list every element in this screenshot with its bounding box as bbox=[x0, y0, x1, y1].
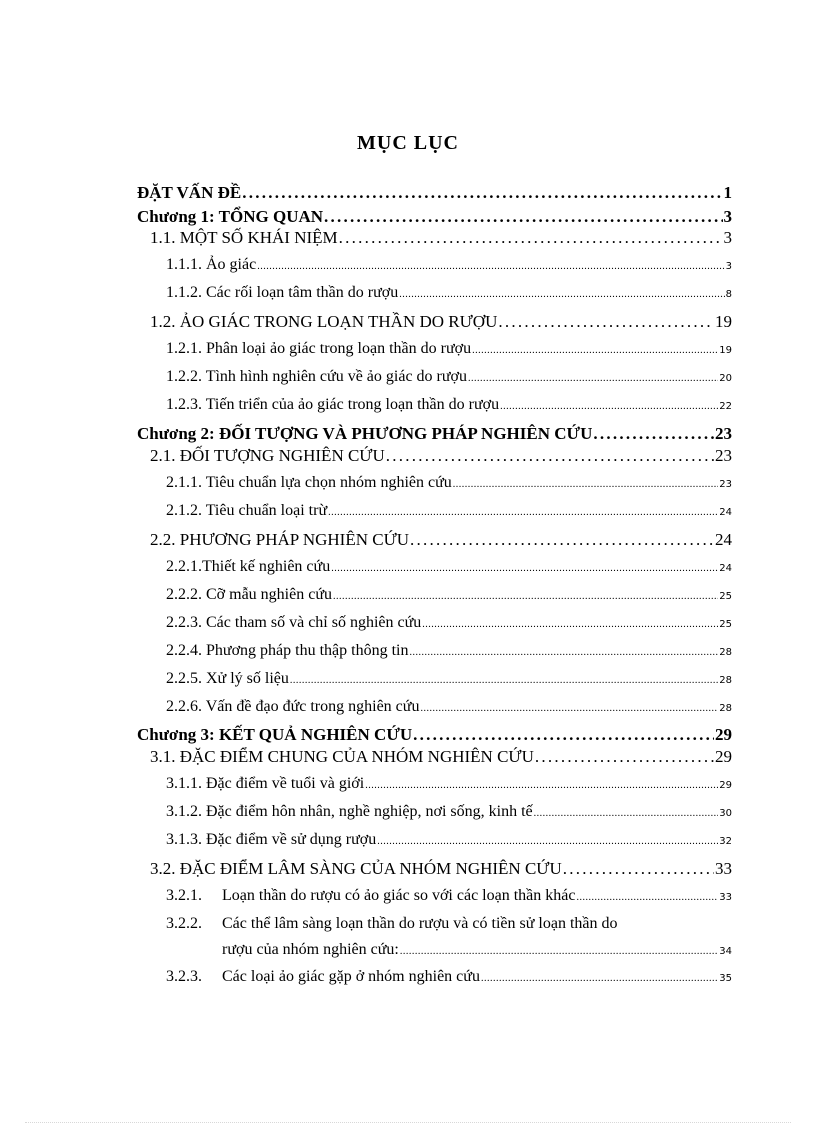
toc-entry[interactable] bbox=[166, 502, 732, 520]
toc-page: 28 bbox=[719, 647, 732, 658]
toc-label: Chương 2: ĐỐI TƯỢNG VÀ PHƯƠNG PHÁP NGHIÊN CỨU bbox=[137, 424, 593, 443]
toc-label: 3.1.2. Đặc điểm hôn nhân, nghề nghiệp, nơi sống, kinh tế bbox=[166, 803, 533, 820]
toc-entry[interactable] bbox=[150, 446, 732, 466]
toc-label: 1.1.2. Các rối loạn tâm thần do rượu bbox=[166, 284, 399, 301]
toc-entry[interactable] bbox=[166, 887, 732, 905]
toc-leader bbox=[535, 747, 714, 767]
toc-label: 1.2.1. Phân loại ảo giác trong loạn thần do rượu bbox=[166, 340, 472, 357]
toc-page: 33 bbox=[715, 859, 732, 878]
toc-leader bbox=[593, 424, 714, 444]
toc-label: 1.2. ẢO GIÁC TRONG LOẠN THẦN DO RƯỢU bbox=[150, 312, 498, 331]
toc-label-line1: Các thể lâm sàng loạn thần do rượu và có tiền sử loạn thần do bbox=[222, 915, 618, 932]
toc-leader bbox=[242, 183, 722, 203]
toc-entry[interactable] bbox=[166, 586, 732, 604]
toc-page: 28 bbox=[719, 675, 732, 686]
toc-entry[interactable] bbox=[166, 803, 732, 821]
toc-entry[interactable] bbox=[137, 207, 732, 227]
toc-entry[interactable] bbox=[166, 698, 732, 716]
toc-label: Chương 1: TỔNG QUAN bbox=[137, 207, 324, 226]
toc-entry[interactable] bbox=[166, 558, 732, 576]
toc-leader bbox=[468, 368, 718, 386]
toc-entry[interactable] bbox=[150, 530, 732, 550]
toc-leader bbox=[472, 340, 718, 358]
toc-page: 25 bbox=[719, 619, 732, 630]
toc-label: 2.2.5. Xử lý số liệu bbox=[166, 670, 289, 687]
toc-leader bbox=[400, 941, 718, 959]
toc-label: 2.2.3. Các tham số và chỉ số nghiên cứu bbox=[166, 614, 422, 631]
toc-entry[interactable] bbox=[166, 831, 732, 849]
toc-leader bbox=[481, 968, 718, 986]
toc-leader bbox=[420, 698, 718, 716]
toc-leader bbox=[339, 228, 723, 248]
toc-label: 2.1.2. Tiêu chuẩn loại trừ bbox=[166, 502, 328, 519]
toc-leader bbox=[257, 256, 724, 274]
toc-page: 1 bbox=[723, 183, 732, 202]
toc-entry[interactable] bbox=[166, 284, 732, 302]
toc-leader bbox=[377, 831, 718, 849]
toc-page: 33 bbox=[719, 892, 732, 903]
toc-entry[interactable] bbox=[150, 228, 732, 248]
toc-page: 34 bbox=[719, 946, 732, 957]
toc-entry[interactable] bbox=[166, 368, 732, 386]
toc-entry[interactable] bbox=[137, 183, 732, 203]
toc-label: 2.2.2. Cỡ mẫu nghiên cứu bbox=[166, 586, 332, 603]
toc-leader bbox=[576, 887, 718, 905]
toc-leader bbox=[413, 725, 714, 745]
toc-page: 29 bbox=[715, 725, 732, 744]
toc-page: 29 bbox=[715, 747, 732, 766]
toc-page: 24 bbox=[719, 563, 732, 574]
toc-page: 32 bbox=[719, 836, 732, 847]
toc-label bbox=[166, 887, 575, 905]
toc-leader bbox=[331, 558, 718, 576]
toc-label: 1.2.3. Tiến triển của ảo giác trong loạn thần do rượu bbox=[166, 396, 500, 413]
toc-leader bbox=[365, 775, 718, 793]
toc-label: 1.1.1. Ảo giác bbox=[166, 256, 257, 273]
toc-page: 25 bbox=[719, 591, 732, 602]
toc-label: 3.1.3. Đặc điểm về sử dụng rượu bbox=[166, 831, 377, 848]
toc-page: 35 bbox=[719, 973, 732, 984]
toc-leader bbox=[563, 859, 714, 879]
toc-label-line2: rượu của nhóm nghiên cứu: bbox=[222, 941, 399, 958]
toc-entry[interactable] bbox=[166, 775, 732, 793]
toc-label: 2.2.1.Thiết kế nghiên cứu bbox=[166, 558, 331, 575]
toc-page: 20 bbox=[719, 373, 732, 384]
toc-leader bbox=[399, 284, 724, 302]
toc-leader bbox=[422, 614, 718, 632]
toc-entry[interactable] bbox=[166, 474, 732, 492]
toc-leader bbox=[500, 396, 718, 414]
toc-entry[interactable] bbox=[166, 642, 732, 660]
toc-page: 8 bbox=[725, 289, 732, 300]
toc-label bbox=[166, 968, 480, 986]
toc-entry[interactable] bbox=[137, 424, 732, 444]
toc-leader bbox=[290, 670, 718, 688]
toc-leader bbox=[324, 207, 722, 227]
toc-number: 3.2.2. bbox=[166, 915, 202, 932]
toc-page: 30 bbox=[719, 808, 732, 819]
toc-entry[interactable] bbox=[166, 256, 732, 274]
toc-page: 3 bbox=[725, 261, 732, 272]
toc-label: 1.1. MỘT SỐ KHÁI NIỆM bbox=[150, 228, 338, 247]
toc-label-line2-row bbox=[222, 941, 732, 959]
toc-leader bbox=[410, 530, 714, 550]
toc-label: ĐẶT VẤN ĐỀ bbox=[137, 183, 242, 202]
toc-label: 1.2.2. Tình hình nghiên cứu về ảo giác do rượu bbox=[166, 368, 468, 385]
page-title: MỤC LỤC bbox=[357, 132, 459, 154]
toc-leader bbox=[498, 312, 714, 332]
toc-label: 2.1.1. Tiêu chuẩn lựa chọn nhóm nghiên cứu bbox=[166, 474, 452, 491]
toc-number: 3.2.1. bbox=[166, 887, 202, 904]
toc-entry[interactable] bbox=[166, 340, 732, 358]
toc-text: Các loại ảo giác gặp ở nhóm nghiên cứu bbox=[222, 968, 480, 985]
toc-leader bbox=[333, 586, 718, 604]
toc-page: 3 bbox=[723, 207, 732, 226]
toc-page: 29 bbox=[719, 780, 732, 791]
toc-label: 2.2.6. Vấn đề đạo đức trong nghiên cứu bbox=[166, 698, 420, 715]
toc-leader bbox=[328, 502, 718, 520]
toc-label: Chương 3: KẾT QUẢ NGHIÊN CỨU bbox=[137, 725, 413, 744]
toc-page: 24 bbox=[719, 507, 732, 518]
toc-page: 24 bbox=[715, 530, 732, 549]
toc-entry[interactable] bbox=[137, 725, 732, 745]
toc-number: 3.2.3. bbox=[166, 968, 202, 985]
toc-leader bbox=[409, 642, 718, 660]
toc-entry[interactable] bbox=[166, 614, 732, 632]
toc-leader bbox=[453, 474, 719, 492]
toc-page: 3 bbox=[723, 228, 732, 247]
toc-entry[interactable] bbox=[166, 968, 732, 986]
toc-entry[interactable] bbox=[166, 396, 732, 414]
toc-text: Loạn thần do rượu có ảo giác so với các loạn thần khác bbox=[222, 887, 576, 904]
toc-leader bbox=[386, 446, 714, 466]
toc-entry[interactable] bbox=[166, 670, 732, 688]
toc-label: 2.1. ĐỐI TƯỢNG NGHIÊN CỨU bbox=[150, 446, 385, 465]
toc-page: 23 bbox=[715, 424, 732, 443]
toc-label: 3.1. ĐẶC ĐIỂM CHUNG CỦA NHÓM NGHIÊN CỨU bbox=[150, 747, 534, 766]
toc-label: 3.2. ĐẶC ĐIỂM LÂM SÀNG CỦA NHÓM NGHIÊN CỨU bbox=[150, 859, 562, 878]
toc-page: 19 bbox=[715, 312, 732, 331]
toc-page: 22 bbox=[719, 401, 732, 412]
toc-entry[interactable] bbox=[150, 312, 732, 332]
toc-label: 2.2. PHƯƠNG PHÁP NGHIÊN CỨU bbox=[150, 530, 410, 549]
toc-page: 19 bbox=[719, 345, 732, 356]
toc-label: 3.1.1. Đặc điểm về tuổi và giới bbox=[166, 775, 365, 792]
toc-label: 2.2.4. Phương pháp thu thập thông tin bbox=[166, 642, 409, 659]
toc-entry[interactable] bbox=[150, 747, 732, 767]
toc-leader bbox=[534, 803, 719, 821]
toc-page: 23 bbox=[715, 446, 732, 465]
toc-page: 28 bbox=[719, 703, 732, 714]
toc-page: 23 bbox=[719, 479, 732, 490]
toc-entry[interactable] bbox=[150, 859, 732, 879]
